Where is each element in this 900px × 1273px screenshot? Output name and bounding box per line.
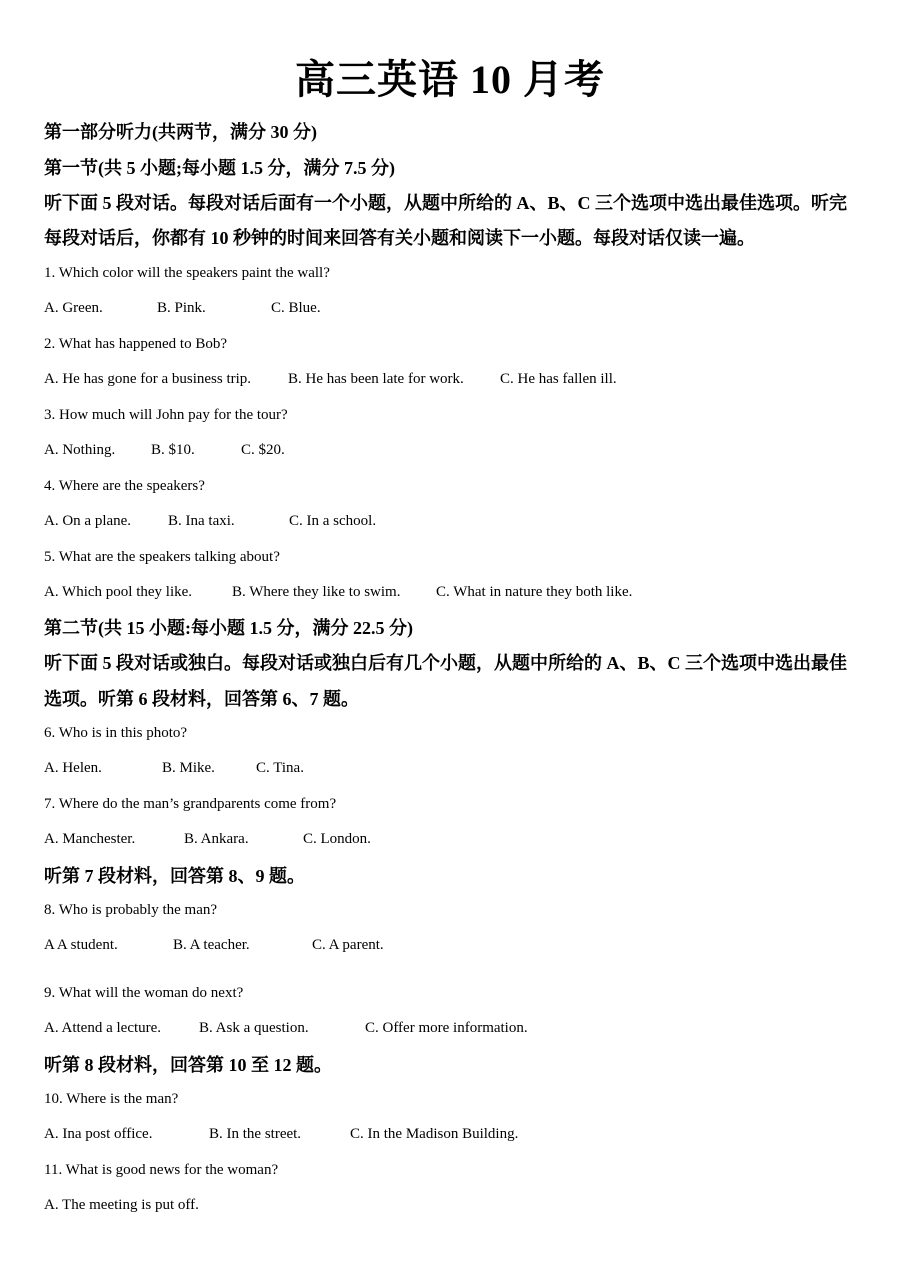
material-8-heading: 听第 8 段材料，回答第 10 至 12 题。 [44,1055,332,1075]
part-one-heading: 第一部分听力(共两节，满分 30 分) [44,122,317,142]
option-b: B. Ask a question. [199,1020,309,1036]
option-b: B. Where they like to swim. [232,584,401,600]
options-8 [44,935,384,955]
question-4: 4. Where are the speakers? [44,478,205,494]
material-7-heading: 听第 7 段材料，回答第 8、9 题。 [44,866,305,886]
option-c: C. London. [303,831,371,847]
option-a: A. The meeting is put off. [44,1197,199,1213]
option-a: A. Nothing. [44,442,116,458]
option-a: A A student. [44,937,118,953]
options-1 [44,298,321,318]
option-b: B. $10. [151,442,195,458]
question-8: 8. Who is probably the man? [44,902,218,918]
option-c: C. He has fallen ill. [500,371,617,387]
option-b: B. Ina taxi. [168,513,235,529]
section-one-instructions-line1: 听下面 5 段对话。每段对话后面有一个小题，从题中所给的 A、B、C 三个选项中选出最佳选项。听完 [44,193,847,213]
section-two-heading: 第二节(共 15 小题:每小题 1.5 分，满分 22.5 分) [44,618,413,638]
section-two-instructions-line2: 选项。听第 6 段材料，回答第 6、7 题。 [44,689,359,709]
option-a: A. Which pool they like. [44,584,193,600]
option-c: C. A parent. [312,937,384,953]
option-c: C. Blue. [271,300,321,316]
section-two-instructions-line1: 听下面 5 段对话或独白。每段对话或独白后有几个小题，从题中所给的 A、B、C 三个选项中选出最佳 [44,653,847,673]
question-9: 9. What will the woman do next? [44,985,244,1001]
page-title: 高三英语 10 月考 [295,57,605,102]
option-a: A. Helen. [44,760,102,776]
question-2: 2. What has happened to Bob? [44,336,228,352]
options-9 [44,1018,528,1038]
question-7: 7. Where do the man’s grandparents come from? [44,796,337,812]
option-b: B. A teacher. [173,937,250,953]
option-a: A. Ina post office. [44,1126,153,1142]
option-b: B. He has been late for work. [288,371,464,387]
option-c: C. Tina. [256,760,304,776]
question-11: 11. What is good news for the woman? [44,1162,279,1178]
options-4 [44,511,376,531]
option-b: B. In the street. [209,1126,302,1142]
question-3: 3. How much will John pay for the tour? [44,407,288,423]
options-2 [44,369,617,389]
options-5 [44,582,632,602]
option-b: B. Ankara. [184,831,249,847]
question-1: 1. Which color will the speakers paint the wall? [44,265,330,281]
option-a: A. On a plane. [44,513,132,529]
option-b: B. Pink. [157,300,206,316]
option-a: A. Green. [44,300,103,316]
option-a: A. He has gone for a business trip. [44,371,252,387]
options-7 [44,829,371,849]
option-c: C. $20. [241,442,285,458]
option-b: B. Mike. [162,760,215,776]
option-c: C. In the Madison Building. [350,1126,519,1142]
option-c: C. What in nature they both like. [436,584,633,600]
section-one-heading: 第一节(共 5 小题;每小题 1.5 分，满分 7.5 分) [44,158,395,178]
question-10: 10. Where is the man? [44,1091,179,1107]
options-10 [44,1124,518,1144]
options-3 [44,440,285,460]
question-5: 5. What are the speakers talking about? [44,549,280,565]
option-c: C. Offer more information. [365,1020,528,1036]
options-11 [44,1195,199,1215]
question-6: 6. Who is in this photo? [44,725,188,741]
option-a: A. Attend a lecture. [44,1020,162,1036]
option-c: C. In a school. [289,513,377,529]
options-6 [44,758,304,778]
option-a: A. Manchester. [44,831,136,847]
section-one-instructions-line2: 每段对话后，你都有 10 秒钟的时间来回答有关小题和阅读下一小题。每段对话仅读一遍。 [44,228,755,248]
